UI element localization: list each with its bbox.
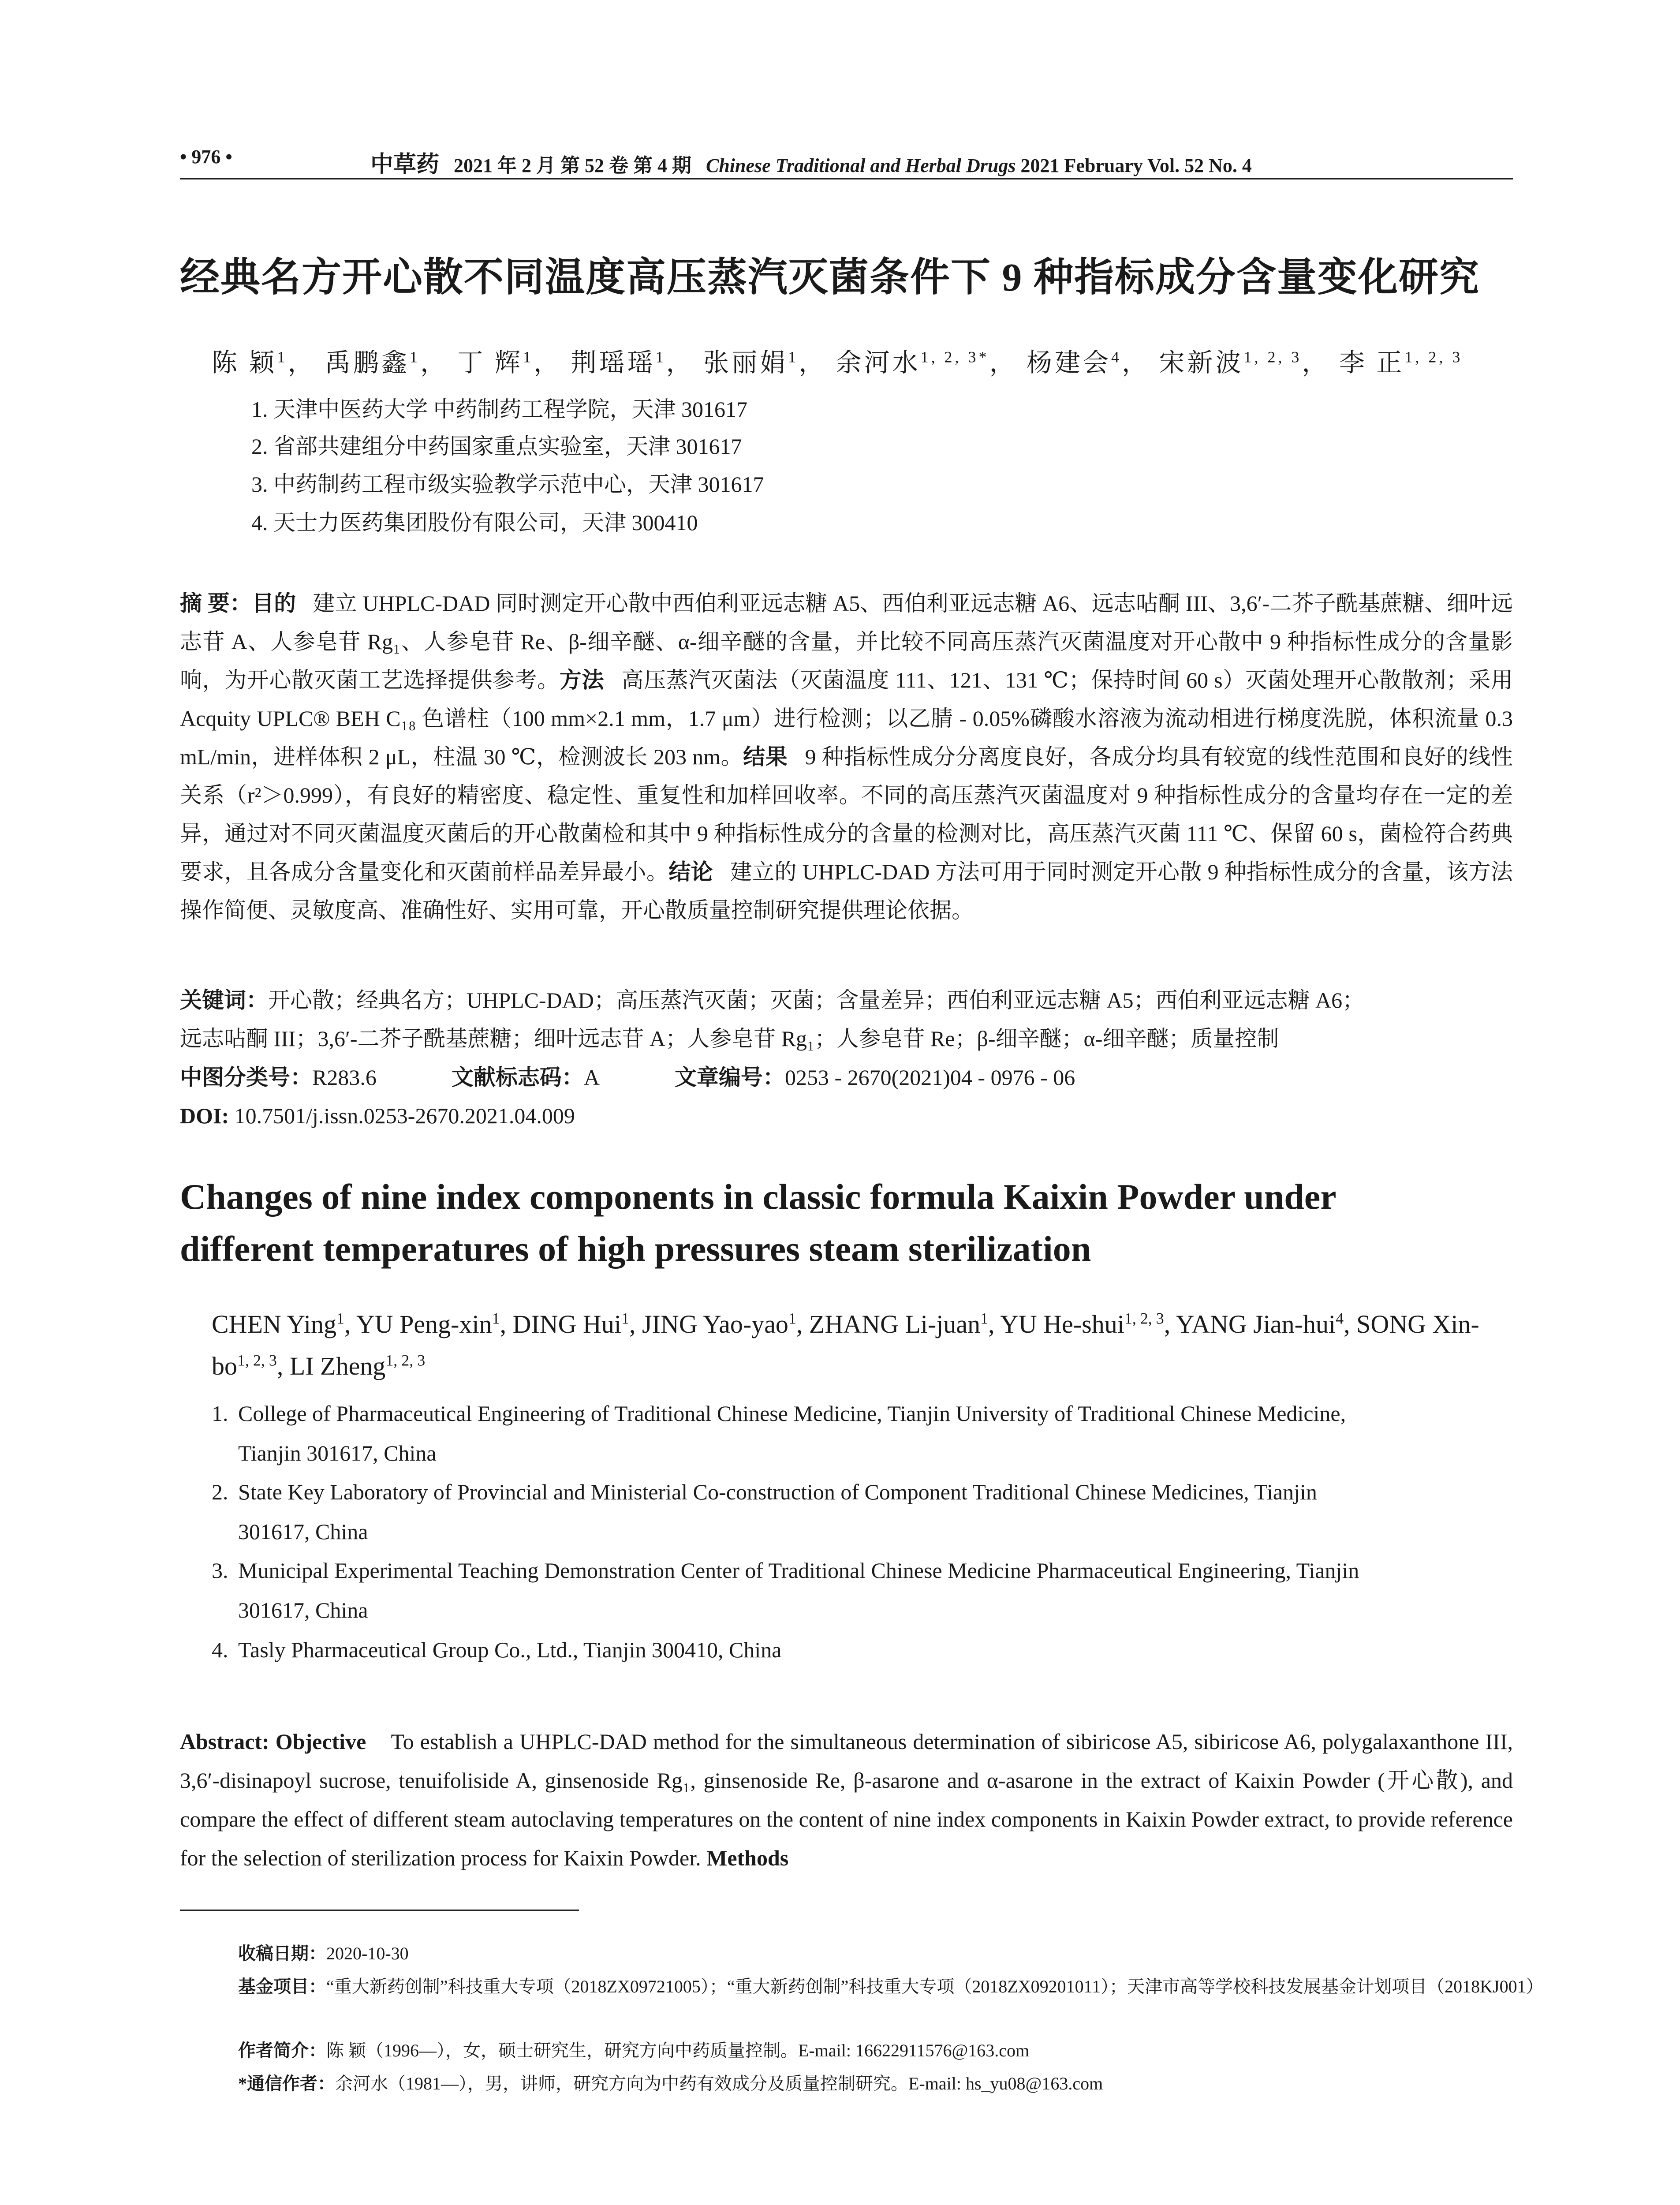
title-en-line: different temperatures of high pressures steam sterilization (180, 1229, 1091, 1269)
author-en: YU Peng-xin$^1$ (356, 1309, 500, 1338)
author-cn: 禹鹏鑫$^1$ (325, 348, 421, 377)
objective-text-cn: 建立 UHPLC-DAD 同时测定开心散中西伯利亚远志糖 A5、西伯利亚远志糖 A6、远志呫酮 III、3,6′-二芥子酰基蔗糖、细叶远志苷 A、人参皂苷 Rg₁、人参皂苷 Re、β-细辛醚、α-细辛醚的含量，并比较不同高压蒸汽灭菌温度对开心散中 9 种指标性成分的含量影响，为开心散灭菌工艺选择提供参考。 (180, 591, 1513, 692)
keywords-cn-cont: 远志呫酮 III；3,6′-二芥子酰基蔗糖；细叶远志苷 A；人参皂苷 Rg₁；人参皂苷 Re；β-细辛醚；α-细辛醚；质量控制 (180, 1026, 1279, 1051)
keywords-label-cn: 关键词： (180, 988, 268, 1013)
author-en: YANG Jian-hui$^4$ (1176, 1309, 1344, 1338)
author-en: DING Hui$^1$ (512, 1309, 630, 1338)
issue-en: 2021 February Vol. 52 No. 4 (1020, 155, 1252, 176)
journal-name-en: Chinese Traditional and Herbal Drugs (706, 155, 1016, 176)
author-cn: 张丽娟$^1$ (703, 348, 799, 377)
author-en: CHEN Ying$^1$ (212, 1309, 345, 1338)
running-header (370, 146, 1252, 179)
footnote-rule (180, 1910, 579, 1911)
affiliation-cn: 2. 省部共建组分中药国家重点实验室，天津 301617 (251, 434, 742, 459)
author-cn: 荆瑶瑶$^1$ (571, 348, 666, 377)
author-en: YU He-shui$^{1, 2, 3}$ (1000, 1309, 1164, 1338)
author-cn: 余河水$^{1, 2, 3*}$ (836, 348, 989, 377)
methods-label-cn: 方法 (559, 668, 605, 692)
author-en: JING Yao-yao$^1$ (642, 1309, 796, 1338)
objective-text-en: To establish a UHPLC-DAD method for the simultaneous determination of sibiricose A5, sibiricose A6, polygalaxanthone III, 3,6′-disinapoyl sucrose, tenuifoliside A, ginsenoside Rg₁, ginsenoside Re, β-asarone and α-asarone in the extract of Kaixin Powder (开心散), and compare the effect of different steam autoclaving temperatures on the content of nine index components in Kaixin Powder extract, to provide reference for the selection of sterilization process for Kaixin Powder. (180, 1729, 1513, 1870)
keywords-cn (180, 981, 1513, 1020)
footnote-received: 收稿日期：2020-10-30 (238, 1943, 409, 1963)
abstract-cn (180, 584, 1513, 930)
affiliation-cn: 1. 天津中医药大学 中药制药工程学院，天津 301617 (251, 397, 747, 422)
article-title-cn: 经典名方开心散不同温度高压蒸汽灭菌条件下 9 种指标成分含量变化研究 (180, 256, 1480, 299)
affiliation-en: 4. Tasly Pharmaceutical Group Co., Ltd., Tianjin 300410, China (212, 1637, 782, 1662)
article-no-value: 0253 - 2670(2021)04 - 0976 - 06 (784, 1065, 1075, 1090)
abstract-label-cn: 摘 要： (180, 591, 252, 616)
conclusion-text-cn: 建立的 UHPLC-DAD 方法可用于同时测定开心散 9 种指标性成分的含量，该方法操作简便、灵敏度高、准确性好、实用可靠，开心散质量控制研究提供理论依据。 (180, 860, 1513, 923)
article-no-label: 文章编号： (674, 1065, 785, 1090)
author-cn: 杨建会$^4$ (1026, 348, 1122, 377)
clc-value: R283.6 (312, 1065, 377, 1090)
title-en-line: Changes of nine index components in classic formula Kaixin Powder under (180, 1177, 1337, 1217)
doc-code-label: 文献标志码： (451, 1065, 584, 1090)
author-cn: 丁 辉$^1$ (457, 348, 534, 377)
objective-label-cn: 目的 (252, 591, 296, 616)
footnote-author: 作者简介：陈 颖（1996—），女，硕士研究生，研究方向中药质量控制。E-mail: 16622911576@163.com (238, 2041, 1030, 2060)
affiliation-cn: 4. 天士力医药集团股份有限公司，天津 300410 (251, 510, 698, 535)
author-list-cn: 陈 颖$^1$， 禹鹏鑫$^1$， 丁 辉$^1$， 荆瑶瑶$^1$， 张丽娟$^1$， 余河水$^{1, 2, 3*}$， 杨建会$^4$， 宋新波$^{1, 2, 3}$， 李 正$^{1, 2, 3}$ (212, 348, 1463, 377)
results-label-cn: 结果 (743, 744, 788, 769)
abstract-en (180, 1722, 1513, 1877)
author-cn: 陈 颖$^1$ (212, 348, 288, 377)
author-cn: 李 正$^{1, 2, 3}$ (1339, 348, 1463, 377)
affiliation-en: 2. State Key Laboratory of Provincial and Ministerial Co-construction of Component Traditional Chinese Medicines, Tianjin 301617, China (212, 1480, 1317, 1544)
doi-label: DOI: (180, 1103, 229, 1128)
keywords-text-cn: 开心散；经典名方；UHPLC-DAD；高压蒸汽灭菌；灭菌；含量差异；西伯利亚远志糖 A5；西伯利亚远志糖 A6； (268, 988, 1365, 1013)
footnote-corresponding: *通信作者：余河水（1981—），男，讲师，研究方向为中药有效成分及质量控制研究。E-mail: hs_yu08@163.com (238, 2074, 1103, 2093)
author-en: ZHANG Li-juan$^1$ (809, 1309, 989, 1338)
header-rule (180, 178, 1513, 179)
footnote-fund: 基金项目：“重大新药创制”科技重大专项（2018ZX09721005）；“重大新药创制”科技重大专项（2018ZX09201011）；天津市高等学校科技发展基金计划项目（2018KJ001） (238, 1977, 1544, 1996)
journal-name-cn: 中草药 (370, 152, 440, 177)
affiliation-en: 1. College of Pharmaceutical Engineering of Traditional Chinese Medicine, Tianjin University of Traditional Chinese Medicine, Tianjin 301617, China (212, 1401, 1346, 1465)
author-en: SONG Xin-bo$^{1, 2, 3}$ (212, 1310, 1479, 1380)
issue-cn: 2021 年 2 月 第 52 卷 第 4 期 (454, 155, 692, 176)
abstract-label-en: Abstract: (180, 1729, 269, 1754)
doi-value: 10.7501/j.issn.0253-2670.2021.04.009 (234, 1103, 575, 1128)
conclusion-label-cn: 结论 (668, 860, 713, 884)
methods-text-cn: 高压蒸汽灭菌法（灭菌温度 111、121、131 ℃；保持时间 60 s）灭菌处理开心散散剂；采用 Acquity UPLC® BEH C₁₈ 色谱柱（100 mm×2.1 mm，1.7 μm）进行检测；以乙腈 - 0.05%磷酸水溶液为流动相进行梯度洗脱，体积流量 0.3 mL/min，进样体积 2 μL，柱温 30 ℃，检测波长 203 nm。 (180, 668, 1513, 769)
objective-label-en: Objective (275, 1729, 366, 1754)
author-cn: 宋新波$^{1, 2, 3}$ (1159, 348, 1302, 377)
affiliation-en: 3. Municipal Experimental Teaching Demonstration Center of Traditional Chinese Medicine Pharmaceutical Engineering, Tianjin 301617, China (212, 1558, 1359, 1622)
results-text-cn: 9 种指标性成分分离度良好，各成分均具有较宽的线性范围和良好的线性关系（r²＞0.999），有良好的精密度、稳定性、重复性和加样回收率。不同的高压蒸汽灭菌温度对 9 种指标性成分的含量均存在一定的差异，通过对不同灭菌温度灭菌后的开心散菌检和其中 9 种指标性成分的含量的检测对比，高压蒸汽灭菌 111 ℃、保留 60 s，菌检符合药典要求，且各成分含量变化和灭菌前样品差异最小。 (180, 744, 1513, 884)
affiliation-cn: 3. 中药制药工程市级实验教学示范中心，天津 301617 (251, 472, 764, 497)
doc-code-value: A (583, 1065, 600, 1090)
methods-label-en: Methods (706, 1846, 789, 1870)
clc-label: 中图分类号： (180, 1065, 312, 1090)
classification-line (180, 1058, 1513, 1097)
article-title-en (180, 1171, 1513, 1275)
doi-line (180, 1097, 1513, 1135)
author-en: LI Zheng$^{1, 2, 3}$ (289, 1351, 426, 1380)
author-list-en: CHEN Ying$^1$, YU Peng-xin$^1$, DING Hui$^1$, JING Yao-yao$^1$, ZHANG Li-juan$^1$, YU He-shui$^{1, 2, 3}$, YANG Jian-hui$^4$, SONG Xin-bo$^{1, 2, 3}$, LI Zheng$^{1, 2, 3}$ (212, 1309, 1479, 1380)
page-number: • 976 • (180, 146, 232, 168)
